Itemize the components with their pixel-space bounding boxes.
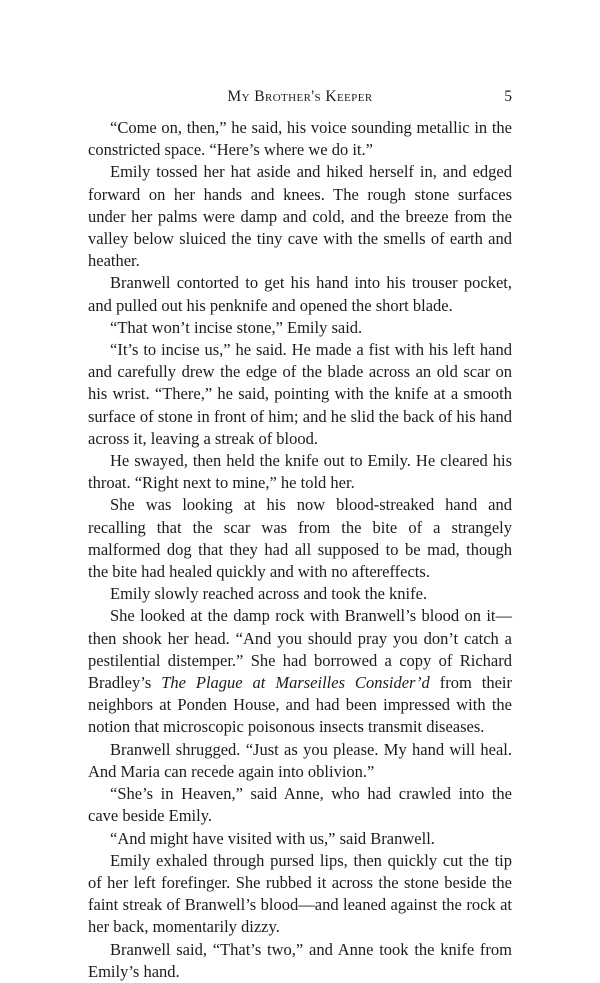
paragraph: Emily tossed her hat aside and hiked herself in, and edged forward on her hands and knees. The rough stone surfaces under her palms were damp and cold, and the breeze from the valley below sluiced the tiny cave with the smells of earth and heather. [88,162,512,271]
paragraph: “And might have visited with us,” said Branwell. [110,828,435,848]
paragraph: “That won’t incise stone,” Emily said. [110,317,363,337]
body-text [88,117,512,983]
running-head [88,88,512,110]
paragraph: Emily slowly reached across and took the knife. [110,584,428,604]
paragraph-text-before-title: She looked at the damp rock with Branwell’s blood on it—then shook her head. “And you should pray you don’t catch a pestilential distemper.” She had borrowed a copy of Richard Bradley’s [88,606,512,693]
paragraph: Branwell shrugged. “Just as you please. My hand will heal. And Maria can recede again into oblivion.” [88,739,512,781]
book-title: The Plague at Marseilles Consider’d [161,673,430,693]
paragraph: “She’s in Heaven,” said Anne, who had crawled into the cave beside Emily. [88,784,512,826]
paragraph: “Come on, then,” he said, his voice sounding metallic in the constricted space. “Here’s where we do it.” [88,118,512,160]
paragraph-with-citation [88,605,512,738]
paragraph-text-after-title: from their neighbors at Ponden House, and had been impressed with the notion that microscopic poisonous insects transmit diseases. [88,673,512,737]
paragraph: Branwell said, “That’s two,” and Anne took the knife from Emily’s hand. [88,939,512,981]
paragraph: “It’s to incise us,” he said. He made a fist with his left hand and carefully drew the edge of the blade across an old scar on his wrist. “There,” he said, pointing with the knife at a smooth surface of stone in front of him; and he slid the back of his hand across it, leaving a streak of blood. [88,340,512,448]
paragraph: Emily exhaled through pursed lips, then quickly cut the tip of her left forefinger. She rubbed it across the stone beside the faint streak of Branwell’s blood—and leaned against the rock at her back, momentarily dizzy. [88,850,512,937]
paragraph: Branwell contorted to get his hand into his trouser pocket, and pulled out his penknife and opened the short blade. [88,273,512,315]
paragraph: He swayed, then held the knife out to Emily. He cleared his throat. “Right next to mine,” he told her. [88,451,512,493]
running-title: My Brother's Keeper [227,88,373,105]
paragraph: She was looking at his now blood-streaked hand and recalling that the scar was from the bite of a strangely malformed dog that they had all supposed to be mad, though the bite had healed quickly and with no aftereffects. [88,495,512,582]
page-number: 5 [504,88,512,105]
